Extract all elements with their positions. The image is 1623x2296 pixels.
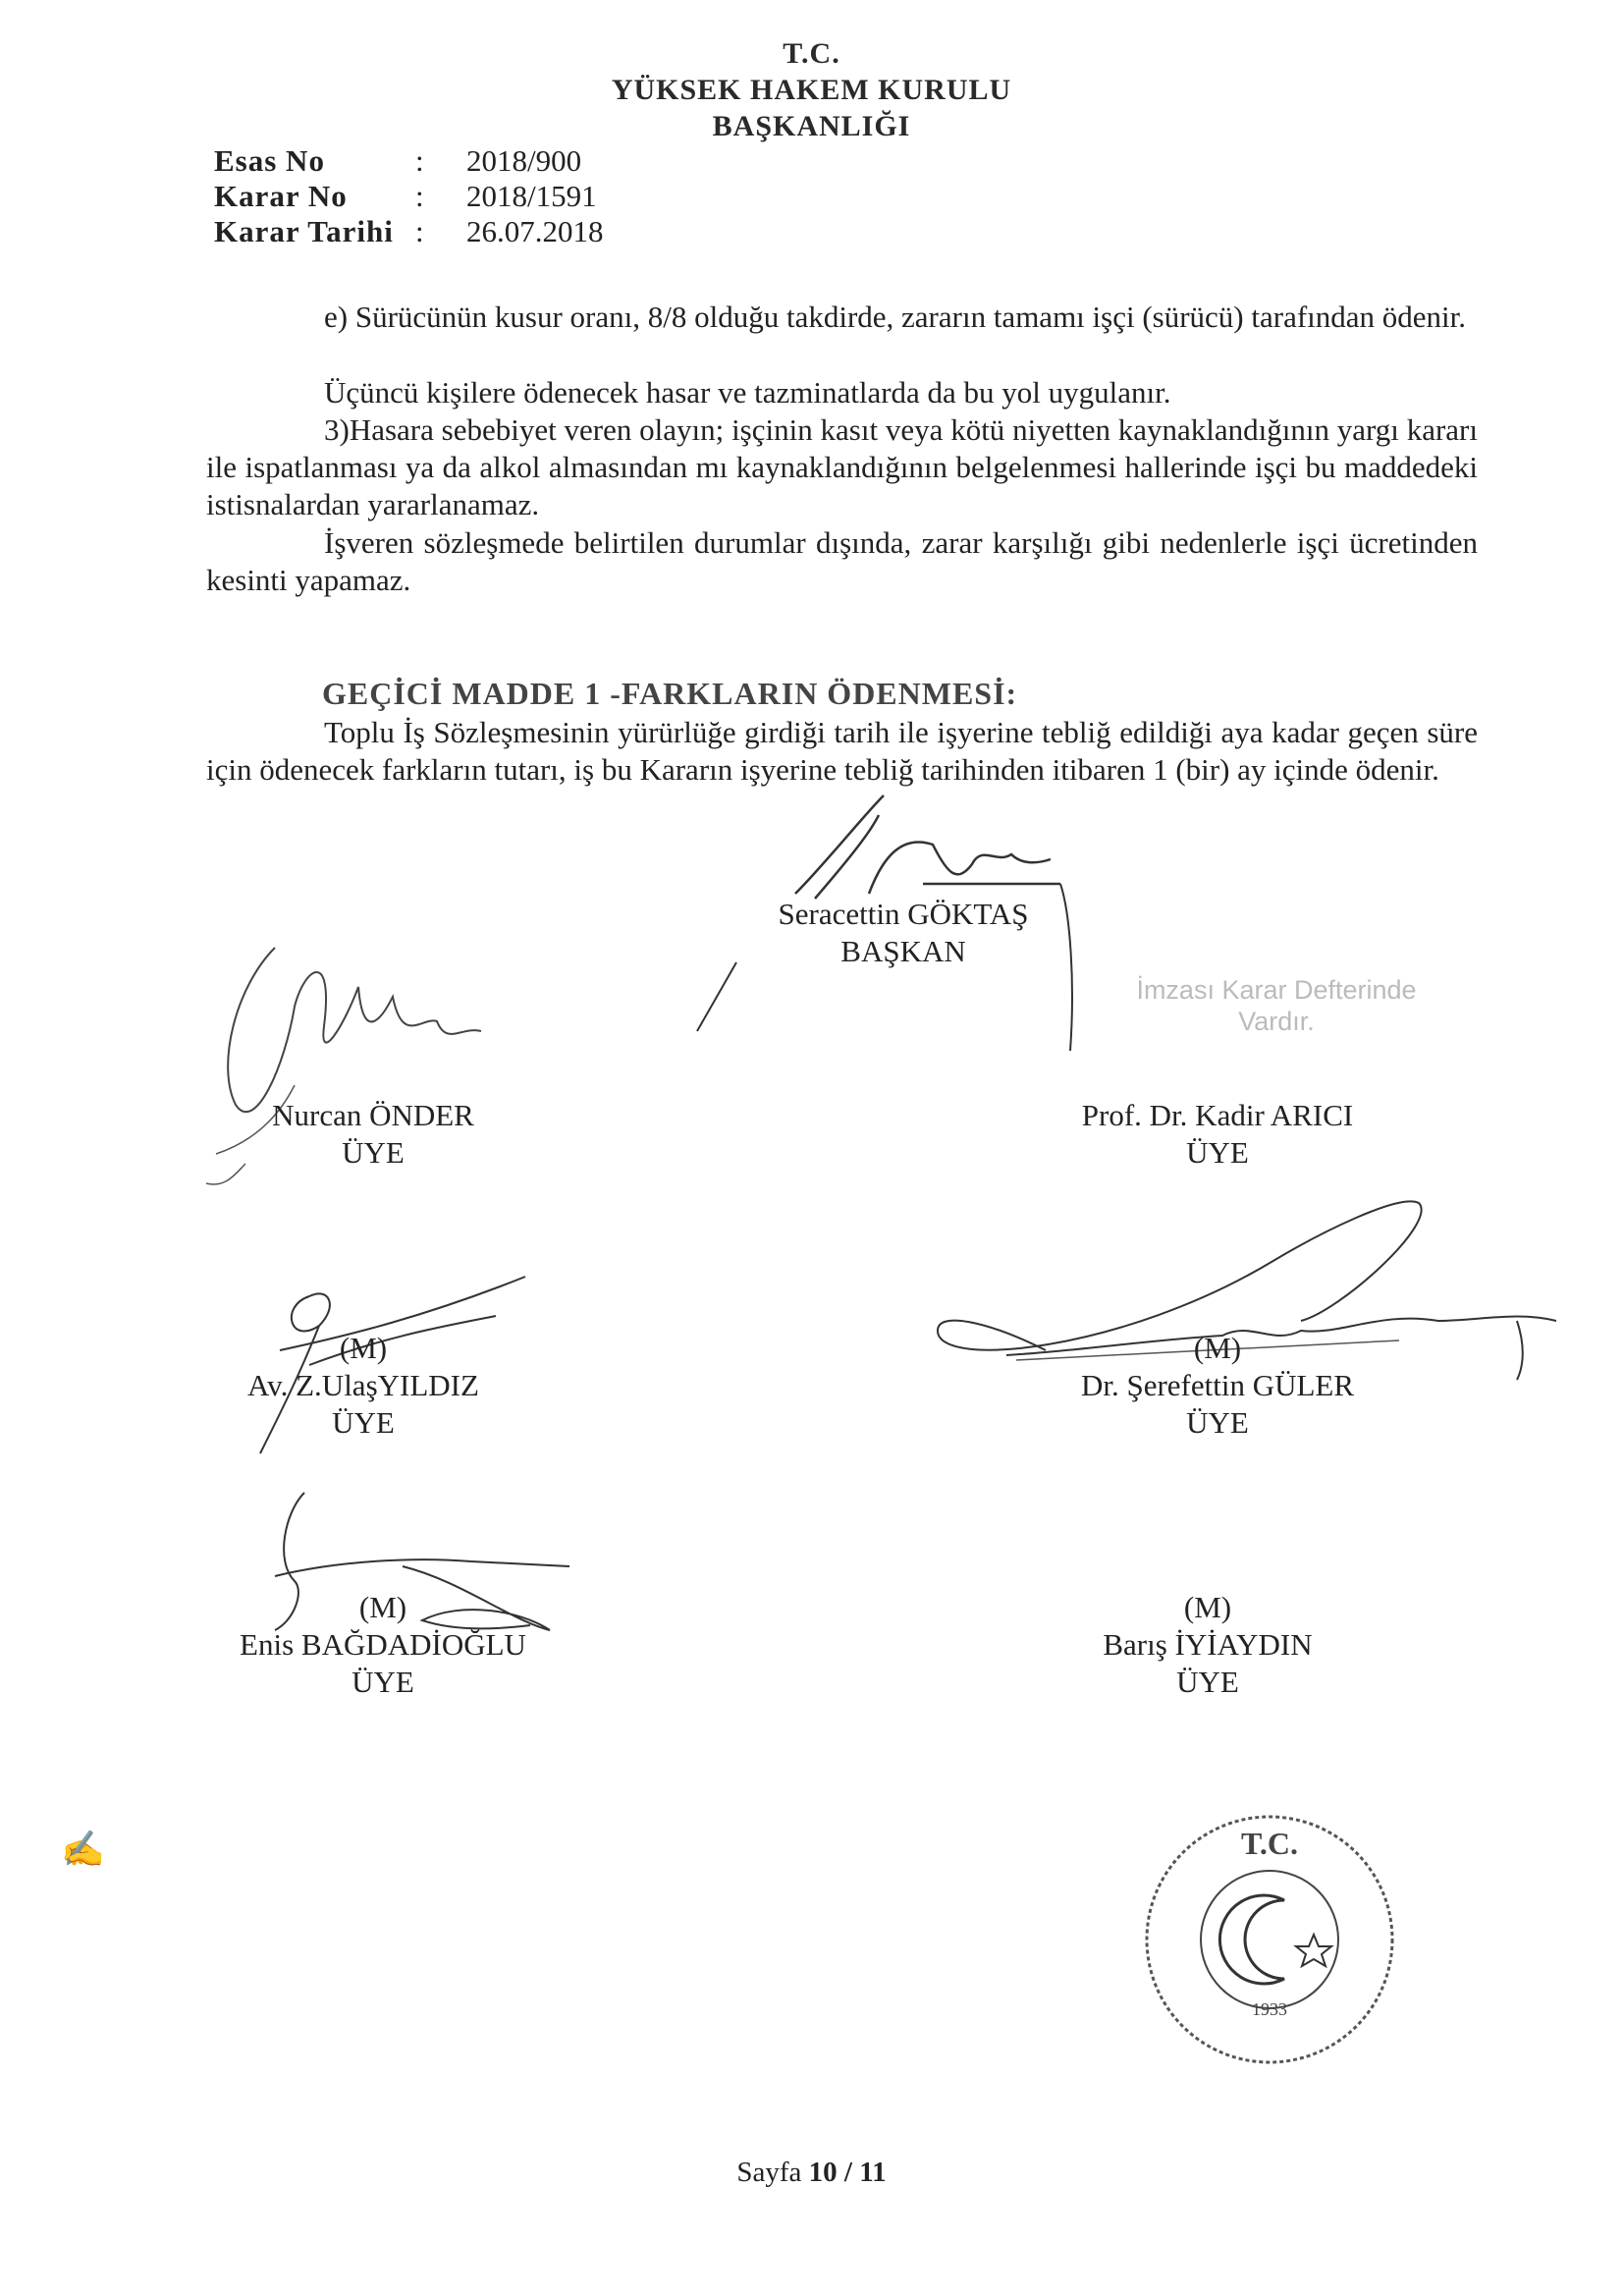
meta-sep: : <box>415 179 424 213</box>
paragraph-e: e) Sürücünün kusur oranı, 8/8 olduğu takdirde, zararın tamamı işçi (sürücü) tarafından ödenir. <box>324 300 1467 334</box>
member-1-block <box>206 1097 540 1172</box>
member-2-block <box>1031 1097 1404 1172</box>
paragraph-employer: İşveren sözleşmede belirtilen durumlar dışında, zarar karşılığı gibi nedenlerle işçi ücretinden kesinti yapamaz. <box>206 525 1478 597</box>
member-name: Prof. Dr. Kadir ARICI <box>1081 1098 1354 1132</box>
chair-role: BAŞKAN <box>840 934 966 968</box>
member-name: Enis BAĞDADİOĞLU <box>240 1627 526 1662</box>
member-5-block <box>206 1589 560 1701</box>
meta-block <box>214 143 604 249</box>
meta-row-esas <box>214 143 604 179</box>
meta-sep: : <box>415 143 424 178</box>
member-role: ÜYE <box>1176 1665 1239 1699</box>
member-6-block <box>1041 1589 1375 1701</box>
paragraph-third-parties: Üçüncü kişilere ödenecek hasar ve tazminatlarda da bu yol uygulanır. <box>324 375 1171 410</box>
page-prefix: Sayfa <box>736 2157 809 2188</box>
meta-label: Karar No <box>214 179 348 213</box>
header-institution: YÜKSEK HAKEM KURULU <box>611 74 1012 106</box>
member-role: ÜYE <box>1186 1405 1249 1440</box>
seal-year: 1933 <box>1252 1999 1287 2019</box>
member-role: ÜYE <box>342 1135 405 1170</box>
member-name: Dr. Şerefettin GÜLER <box>1080 1368 1355 1402</box>
meta-value: 2018/1591 <box>466 179 597 213</box>
member-4-block <box>1021 1330 1414 1442</box>
member-mark: (M) <box>358 1590 407 1624</box>
chair-block <box>727 896 1080 970</box>
header-presidency: BAŞKANLIĞI <box>712 110 911 142</box>
page-number <box>0 2157 1623 2189</box>
official-seal-icon <box>1137 1807 1402 2072</box>
meta-value: 2018/900 <box>466 143 582 178</box>
member-name: Barış İYİAYDIN <box>1103 1627 1313 1662</box>
member-name: Nurcan ÖNDER <box>272 1098 474 1132</box>
meta-sep: : <box>415 214 424 248</box>
karar-defteri-stamp: İmzası Karar Defterinde Vardır. <box>1136 975 1417 1036</box>
meta-row-karar <box>214 179 604 214</box>
section-heading: GEÇİCİ MADDE 1 -FARKLARIN ÖDENMESİ: <box>322 676 1018 711</box>
page-total: 11 <box>859 2157 887 2188</box>
paragraph-3: 3)Hasara sebebiyet veren olayın; işçinin kasıt veya kötü niyetten kaynaklandığının yargı kararı ile ispatlanması ya da alkol almasından mı kaynaklandığının belgelenmesi hallerinde işçi bu maddedeki istisnalardan yararlanamaz. <box>206 412 1478 521</box>
paragraph-temporary: Toplu İş Sözleşmesinin yürürlüğe girdiği tarih ile işyerine tebliğ edildiği aya kadar geçen süre için ödenecek farkların tutarı, iş bu Kararın işyerine tebliğ tarihinden itibaren 1 (bir) ay içinde ödenir. <box>206 715 1478 787</box>
meta-label: Karar Tarihi <box>214 214 394 248</box>
seal-top-text: T.C. <box>1240 1826 1299 1861</box>
member-role: ÜYE <box>332 1405 395 1440</box>
meta-value: 26.07.2018 <box>466 214 604 248</box>
meta-label: Esas No <box>214 143 325 178</box>
meta-row-tarih <box>214 214 604 249</box>
member-role: ÜYE <box>1186 1135 1249 1170</box>
member-mark: (M) <box>1183 1590 1232 1624</box>
header-tc: T.C. <box>783 37 840 70</box>
member-mark: (M) <box>1193 1331 1242 1365</box>
chair-name: Seracettin GÖKTAŞ <box>778 897 1029 931</box>
member-3-block <box>206 1330 520 1442</box>
member-name: Av. Z.UlaşYILDIZ <box>247 1368 479 1402</box>
page-separator: / <box>837 2157 860 2188</box>
initial-mark: ✍ <box>61 1830 105 1869</box>
member-mark: (M) <box>339 1331 388 1365</box>
member-role: ÜYE <box>352 1665 414 1699</box>
page-current: 10 <box>808 2157 838 2188</box>
